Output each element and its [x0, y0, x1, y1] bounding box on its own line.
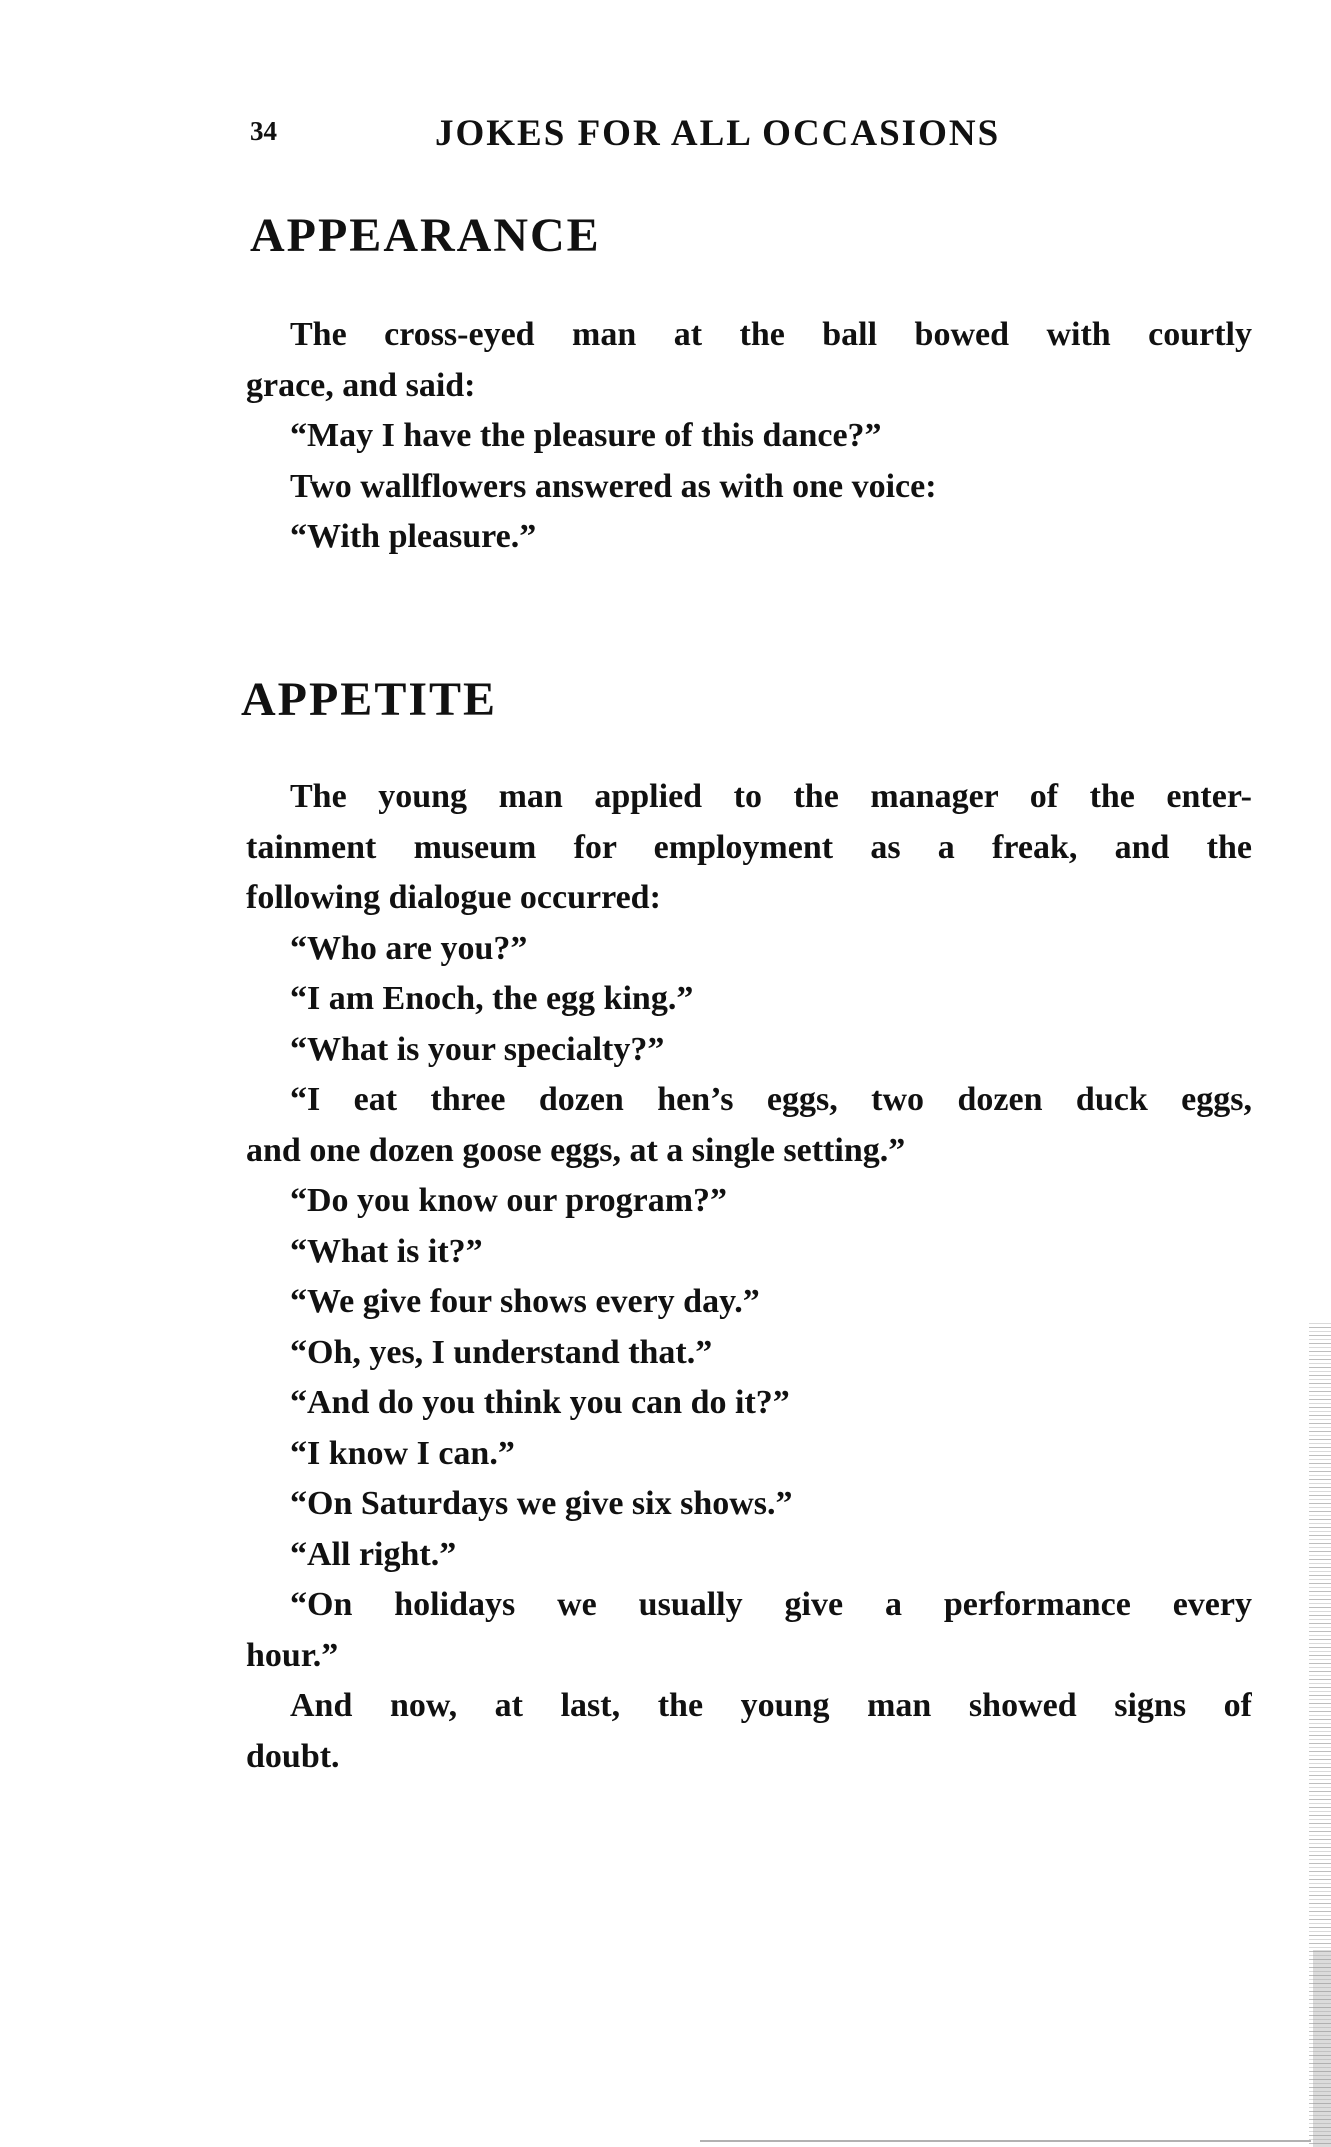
section-body-appetite [246, 772, 1252, 1782]
scan-bottom-edge [700, 2140, 1311, 2142]
text-line: The young man applied to the manager of the enter- [290, 778, 1252, 815]
text-line: tainment museum for employment as a freak, and the [246, 828, 1252, 866]
text-line: “We give four shows every day.” [290, 1283, 760, 1320]
text-line: “I am Enoch, the egg king.” [290, 980, 694, 1017]
text-line: “On holidays we usually give a performance every [290, 1586, 1252, 1623]
text-line: “All right.” [290, 1535, 457, 1573]
text-line: “On Saturdays we give six shows.” [290, 1485, 793, 1522]
text-line: “I know I can.” [290, 1434, 515, 1472]
running-head [250, 112, 1070, 162]
section-heading-appearance: APPEARANCE [250, 209, 601, 262]
text-line: “And do you think you can do it?” [290, 1384, 790, 1421]
running-title: JOKES FOR ALL OCCASIONS [435, 113, 1001, 154]
scan-edge-shadow [1313, 1950, 1331, 2147]
text-line: “I eat three dozen hen’s eggs, two dozen duck eggs, [290, 1081, 1252, 1118]
section-body-appearance [246, 310, 1252, 563]
text-line: following dialogue occurred: [246, 879, 661, 916]
text-line: The cross-eyed man at the ball bowed with courtly [290, 316, 1252, 353]
text-line: “Oh, yes, I understand that.” [290, 1333, 713, 1371]
text-line: “What is it?” [290, 1232, 483, 1270]
text-line: and one dozen goose eggs, at a single setting.” [246, 1131, 906, 1169]
text-line: grace, and said: [246, 366, 476, 404]
text-line: “Do you know our program?” [290, 1182, 728, 1219]
text-line: Two wallflowers answered as with one voice: [290, 467, 937, 505]
text-line: “May I have the pleasure of this dance?” [290, 417, 882, 454]
text-line: And now, at last, the young man showed signs of [290, 1687, 1252, 1724]
text-line: hour.” [246, 1636, 339, 1674]
text-line: doubt. [246, 1737, 340, 1775]
page-number: 34 [250, 116, 277, 146]
text-line: “What is your specialty?” [290, 1030, 665, 1068]
text-line: “Who are you?” [290, 929, 528, 967]
text-line: “With pleasure.” [290, 518, 537, 555]
section-heading-appetite: APPETITE [241, 673, 498, 726]
